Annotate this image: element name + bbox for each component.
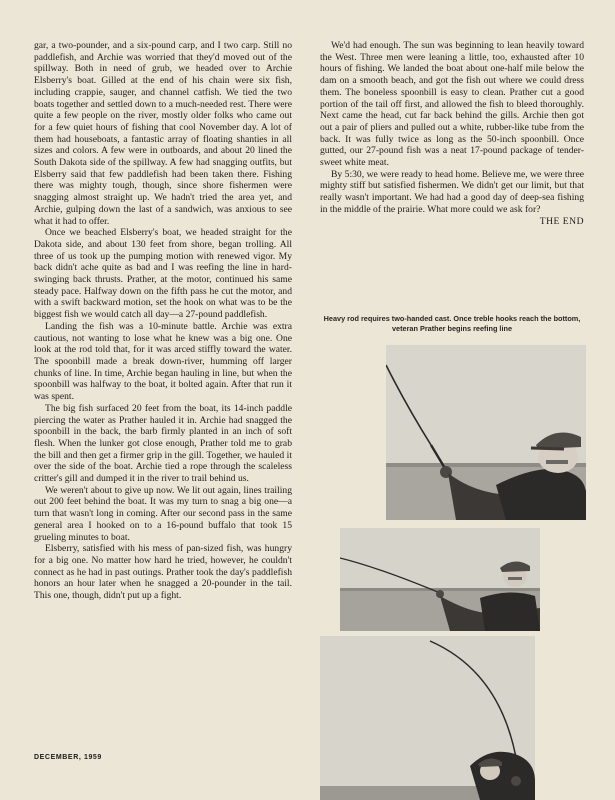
issue-date-folio: DECEMBER, 1959 (34, 754, 102, 761)
paragraph: We'd had enough. The sun was beginning to lean heavily toward the West. Three men were leaning a little, too, exhausted after 10 hours of fishing. We landed the boat about one-half mile below the dam on a smooth beach, and got the fish out where we could dress them. The boneless spoonbill is easy to clean. Prather cut a good portion of the tail off first, and allowed the fish to bleed thoroughly. Next came the head, cut far back behind the gills. Archie then got out a pair of pliers and pulled out a white, rubber-like tube from the back. It was fully twice as long as the 50-inch spoonbill. Once gutted, our 27-pound fish was a neat 17-pound package of tender-sweet white meat. (320, 40, 584, 169)
angler-casting-image (386, 345, 586, 520)
article-left-column (34, 40, 292, 602)
paragraph-final (320, 168, 584, 227)
paragraph-text: By 5:30, we were ready to head home. Believe me, we were three mighty stiff but satisfied fishermen. We didn't get our limit, but that really wasn't important. We had had a good day of deep-sea fishing in the middle of the prairie. What more could we ask for? (320, 168, 584, 215)
paragraph: Once we beached Elsberry's boat, we headed straight for the Dakota side, and about 130 feet from shore, began trolling. All three of us took up the pumping motion with renewed vigor. My back didn't ache quite as bad and I was reefing the line in hard-swinging back thrusts. Prather, at the motor, continued his same steady pace. Halfway down on the fifth pass he cut the motor, and with a swift backward motion, set the hook on what was to be the biggest fish we would catch all day—a 27-pound paddlefish. (34, 227, 292, 321)
paragraph: gar, a two-pounder, and a six-pound carp, and I two carp. Still no paddlefish, and Archie was worried that they'd moved out of the spillway. Both in need of grub, we headed over to Archie Elsberry's boat. Gilled at the end of his chain were six fish, including crappie, sauger, and channel catfish. We tied the two boats together and settled down to a much-needed rest. There were quite a few people on the river, mostly older folks who came out for a few quiet hours of fishing that cool November day. A lot of them had houseboats, a fantastic array of floating shanties in all sizes and colors. A few were in outboards, and about 20 lined the South Dakota side of the spillway. A few had snagging outfits, but Elsberry said that few paddlefish had been taken there. Fishing there was mighty tough, though, since shore fishermen were snagging almost straight up. We hadn't tried the area yet, and Archie, gulping down the last of a sandwich, was anxious to see what it had to offer. (34, 40, 292, 227)
photo-angler-reeling (340, 528, 540, 631)
paragraph: Landing the fish was a 10-minute battle. Archie was extra cautious, not wanting to lose what he knew was a big one. One look at the rod told that, for it was arced stiffly toward the water. The spoonbill made a break down-river, humming off larger chunks of line. In time, Archie began hauling in line, but when the spoonbill was halfway to the boat, it bolted again. After that run it was spent. (34, 320, 292, 403)
angler-reefing-image (320, 636, 535, 800)
the-end-mark: THE END (539, 215, 584, 227)
paragraph: Elsberry, satisfied with his mess of pan-sized fish, was hungry for a big one. No matter how hard he tried, however, he couldn't connect as he had in past outings. Prather took the day's paddlefish honors an hour later when he snagged a 20-pounder in the tail. This one, though, didn't put up a fight. (34, 543, 292, 602)
photo-angler-casting (386, 345, 586, 520)
photo-caption: Heavy rod requires two-handed cast. Once treble hooks reach the bottom, veteran Prather begins reefing line (323, 314, 581, 334)
article-right-column (320, 40, 584, 227)
photo-angler-reefing (320, 636, 535, 800)
angler-reeling-image (340, 528, 540, 631)
paragraph: The big fish surfaced 20 feet from the boat, its 14-inch paddle piercing the water as Prather hauled it in. Archie had snagged the spoonbill in the back, the barb firmly planted in an inch of soft flesh. When the lunker got close enough, Prather told me to grab the bill and then get a firmer grip in the gill. Together, we hauled it over the side of the boat. Archie tied a rope through the scaleless critter's gill and dumped it in the river to trail behind us. (34, 402, 292, 485)
paragraph: We weren't about to give up now. We lit out again, lines trailing out 200 feet behind the boat. It was my turn to snag a big one—a turn that wasn't long in coming. After our second pass in the same general area I hooked on to a 16-pound buffalo that took 15 grueling minutes to boat. (34, 484, 292, 543)
